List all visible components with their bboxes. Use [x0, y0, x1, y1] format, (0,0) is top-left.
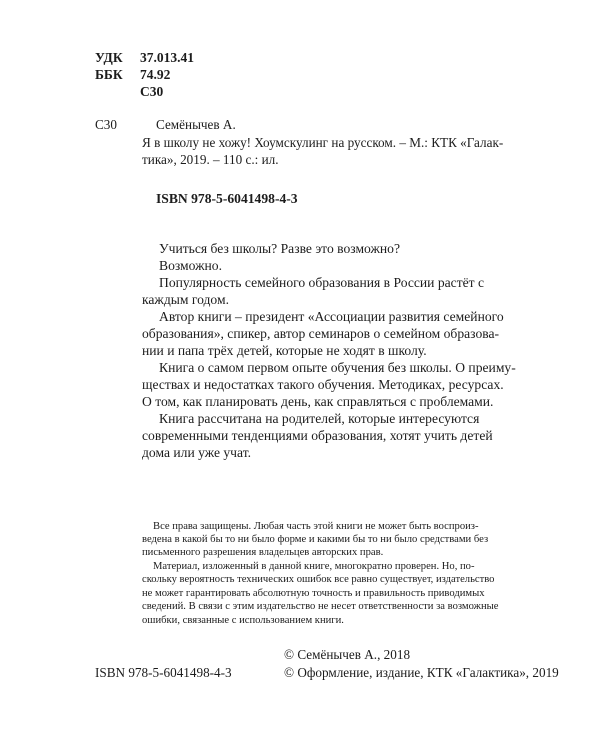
bbk-line — [95, 67, 170, 83]
bib-mark: С30 — [95, 117, 117, 132]
bib-line-1: Я в школу не хожу! Хоумскулинг на русском. – М.: КТК «Галак- — [142, 135, 504, 150]
annotation-line: Автор книги – президент «Ассоциации развития семейного — [159, 309, 504, 324]
isbn-main: ISBN 978-5-6041498-4-3 — [156, 191, 298, 206]
bbk-value: 74.92 — [140, 67, 171, 82]
udk-label: УДК — [95, 50, 123, 65]
annotation-line: образования», спикер, автор семинаров о семейном образова- — [142, 326, 500, 341]
rights-line: Материал, изложенный в данной книге, многократно проверен. Но, по- — [153, 561, 475, 572]
rights-line: не может гарантировать абсолютную точность и правильность приводимых — [142, 588, 485, 599]
annotation-line: ществах и недостатках такого обучения. Методиках, ресурсах. — [142, 377, 504, 392]
bib-author: Семёнычев А. — [156, 117, 236, 132]
rights-line: письменного разрешения владельцев авторских прав. — [142, 547, 384, 558]
annotation-line: Учиться без школы? Разве это возможно? — [159, 241, 400, 256]
annotation-line: каждым годом. — [142, 292, 229, 307]
copyright-author: © Семёнычев А., 2018 — [284, 647, 411, 662]
annotation-line: нии и папа трёх детей, которые не ходят в школу. — [142, 343, 427, 358]
author-mark: С30 — [140, 84, 164, 99]
annotation-line: современными тенденциями образования, хотят учить детей — [142, 428, 493, 443]
bbk-label: ББК — [95, 67, 123, 82]
rights-line: скольку вероятность технических ошибок все равно существует, издательство — [142, 574, 495, 585]
rights-line: ошибки, связанные с использованием книги. — [142, 615, 344, 626]
annotation-line: Популярность семейного образования в России растёт с — [159, 275, 485, 290]
annotation-line: Книга о самом первом опыте обучения без школы. О преиму- — [159, 360, 516, 375]
annotation-line: Книга рассчитана на родителей, которые интересуются — [159, 411, 480, 426]
udk-value: 37.013.41 — [140, 50, 194, 65]
rights-line: Все права защищены. Любая часть этой книги не может быть воспроиз- — [153, 521, 479, 532]
udk-line — [95, 50, 194, 66]
bib-line-2: тика», 2019. – 110 с.: ил. — [142, 152, 279, 167]
annotation-line: Возможно. — [159, 258, 222, 273]
annotation-line: О том, как планировать день, как справляться с проблемами. — [142, 394, 494, 409]
rights-line: сведений. В связи с этим издательство не несет ответственности за возможные — [142, 601, 499, 612]
footer-isbn: ISBN 978-5-6041498-4-3 — [95, 665, 232, 680]
copyright-publisher: © Оформление, издание, КТК «Галактика», 2019 — [284, 665, 559, 680]
annotation-line: дома или уже учат. — [142, 445, 252, 460]
rights-line: ведена в какой бы то ни было форме и какими бы то ни было средствами без — [142, 534, 489, 545]
